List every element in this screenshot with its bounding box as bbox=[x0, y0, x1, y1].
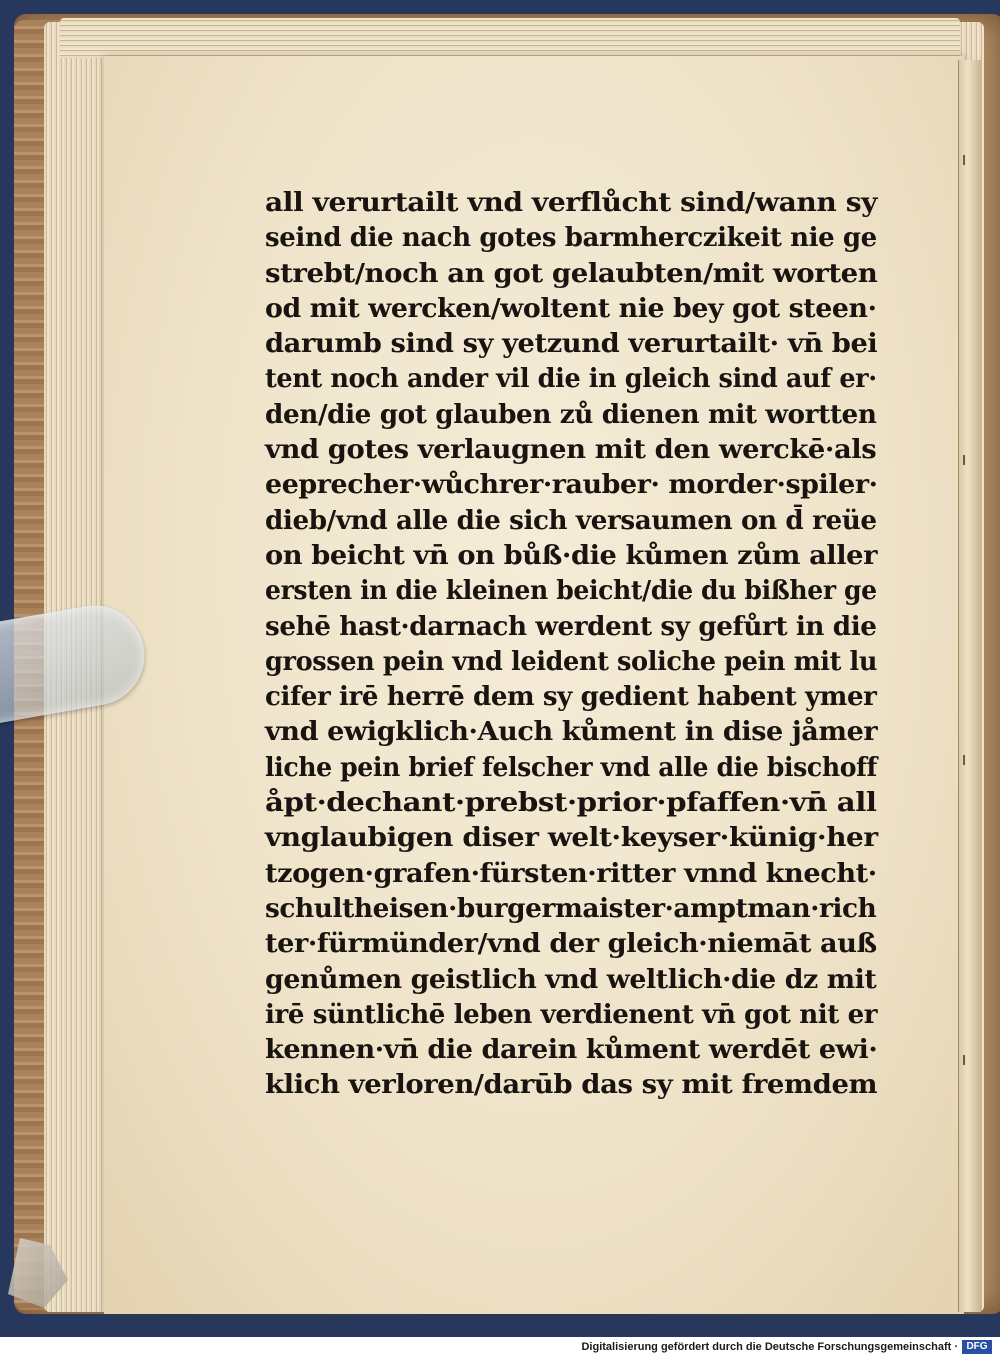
text-line: dieb/vnd alle die sich versaumen on d̄ reüe bbox=[265, 505, 877, 536]
binding-thread bbox=[963, 75, 965, 1305]
text-line: all verurtailt vnd verflůcht sind/wann sy bbox=[265, 188, 878, 218]
text-line: liche pein brief felscher vnd alle die bischoff bbox=[265, 752, 877, 783]
text-line: cifer irē herrē dem sy gedient habent ymer bbox=[265, 682, 877, 713]
text-line: den/die got glauben zů dienen mit wortten bbox=[265, 399, 877, 430]
text-line: ersten in die kleinen beicht/die du bißher ge bbox=[265, 576, 877, 607]
text-line: genůmen geistlich vnd weltlich·die dz mit bbox=[265, 964, 877, 995]
text-line: åpt·dechant·prebst·prior·pfaffen·vn̄ all bbox=[265, 788, 877, 819]
text-line: eeprecher·wůchrer·rauber· morder·spiler· bbox=[265, 470, 878, 501]
dfg-logo: DFG bbox=[962, 1340, 992, 1354]
text-line: vnd gotes verlaugnen mit den werckē·als bbox=[265, 435, 877, 466]
page-stack-top bbox=[60, 18, 960, 58]
text-line: schultheisen·burgermaister·amptman·rich bbox=[265, 893, 877, 924]
text-line: grossen pein vnd leident soliche pein mit lu bbox=[265, 646, 878, 677]
text-line: vnd ewigklich·Auch kůment in dise jåmer bbox=[265, 717, 878, 748]
text-line: strebt/noch an got gelaubten/mit worten bbox=[265, 258, 878, 289]
facing-page-edge bbox=[958, 60, 981, 1312]
text-block bbox=[265, 186, 885, 1104]
text-line: irē süntlichē leben verdienent vn̄ got nit er bbox=[265, 999, 878, 1030]
text-line: ter·fürmünder/vnd der gleich·niemāt auß bbox=[265, 929, 877, 960]
text-line: kennen·vn̄ die darein kůment werdēt ewi· bbox=[265, 1035, 878, 1066]
text-line: on beicht vn̄ on bůß·die kůmen zům aller bbox=[265, 540, 878, 571]
funding-credit: Digitalisierung gefördert durch die Deutsche Forschungsgemeinschaft · bbox=[581, 1341, 958, 1353]
text-line: tent noch ander vil die in gleich sind auf er· bbox=[265, 364, 877, 395]
text-line: tzogen·grafen·fürsten·ritter vnnd knecht· bbox=[265, 858, 877, 889]
text-line: klich verloren/darūb das sy mit fremdem bbox=[265, 1070, 878, 1101]
text-line: od mit wercken/woltent nie bey got steen· bbox=[265, 293, 877, 324]
text-line: seind die nach gotes barmherczikeit nie ge bbox=[265, 223, 877, 254]
text-line: sehē hast·darnach werdent sy gefůrt in die bbox=[265, 611, 877, 642]
text-line: vnglaubigen diser welt·keyser·künig·her bbox=[265, 823, 878, 854]
text-line: darumb sind sy yetzund verurtailt· vn̄ bei bbox=[265, 329, 878, 360]
